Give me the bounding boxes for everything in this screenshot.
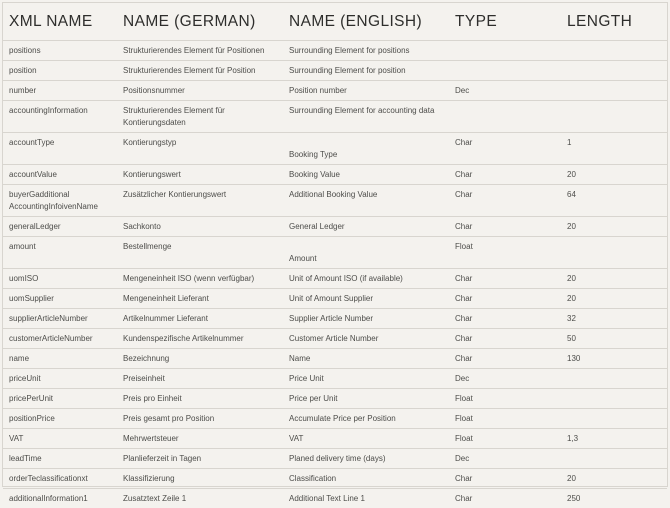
cell-name-english: Supplier Article Number xyxy=(281,309,447,329)
cell-type: Char xyxy=(447,217,559,237)
cell-name-english: Name xyxy=(281,349,447,369)
cell-length: 20 xyxy=(559,165,667,185)
cell-name-english: Position number xyxy=(281,81,447,101)
cell-xml-name: accountType xyxy=(3,133,115,165)
cell-name-german: Mengeneinheit ISO (wenn verfügbar) xyxy=(115,269,281,289)
table-row xyxy=(3,61,667,81)
table-row xyxy=(3,41,667,61)
cell-name-german: Mengeneinheit Lieferant xyxy=(115,289,281,309)
cell-length: 20 xyxy=(559,289,667,309)
cell-type: Char xyxy=(447,349,559,369)
cell-type xyxy=(447,61,559,81)
cell-name-german: Planlieferzeit in Tagen xyxy=(115,449,281,469)
table-row xyxy=(3,101,667,133)
cell-name-german: Bestellmenge xyxy=(115,237,281,269)
cell-name-german: Strukturierendes Element für Position xyxy=(115,61,281,81)
cell-xml-name-line-2: AccountingInfoivenName xyxy=(9,201,115,213)
cell-name-english: Additional Booking Value xyxy=(281,185,447,217)
cell-xml-name: orderTeclassificationxt xyxy=(3,469,115,489)
header-name-english: NAME (ENGLISH) xyxy=(281,3,447,41)
table-row xyxy=(3,429,667,449)
cell-name-german xyxy=(115,101,281,133)
cell-length: 32 xyxy=(559,309,667,329)
cell-name-german: Artikelnummer Lieferant xyxy=(115,309,281,329)
cell-name-english: Unit of Amount ISO (if available) xyxy=(281,269,447,289)
cell-length xyxy=(559,81,667,101)
cell-xml-name: customerArticleNumber xyxy=(3,329,115,349)
cell-xml-name: accountValue xyxy=(3,165,115,185)
cell-xml-name: additionalInformation1 xyxy=(3,489,115,508)
cell-name-english: Accumulate Price per Position xyxy=(281,409,447,429)
cell-type: Char xyxy=(447,269,559,289)
cell-type: Float xyxy=(447,237,559,269)
table-row xyxy=(3,81,667,101)
cell-length xyxy=(559,237,667,269)
cell-length: 1,3 xyxy=(559,429,667,449)
cell-xml-name-line-1: buyerGadditional xyxy=(9,189,115,201)
cell-xml-name: pricePerUnit xyxy=(3,389,115,409)
cell-type: Float xyxy=(447,389,559,409)
table-row xyxy=(3,389,667,409)
cell-type: Char xyxy=(447,133,559,165)
cell-name-german: Positionsnummer xyxy=(115,81,281,101)
cell-type: Dec xyxy=(447,81,559,101)
cell-length xyxy=(559,41,667,61)
cell-name-english: Customer Article Number xyxy=(281,329,447,349)
cell-name-german: Mehrwertsteuer xyxy=(115,429,281,449)
table-row xyxy=(3,349,667,369)
cell-type: Char xyxy=(447,489,559,508)
cell-name-english: VAT xyxy=(281,429,447,449)
table-row xyxy=(3,449,667,469)
cell-length: 64 xyxy=(559,185,667,217)
cell-type: Char xyxy=(447,289,559,309)
cell-length: 50 xyxy=(559,329,667,349)
cell-type: Dec xyxy=(447,449,559,469)
cell-length xyxy=(559,369,667,389)
cell-name-english-text: Amount xyxy=(289,253,447,265)
table-row xyxy=(3,269,667,289)
cell-type: Char xyxy=(447,469,559,489)
field-definition-table xyxy=(3,3,667,508)
cell-xml-name: priceUnit xyxy=(3,369,115,389)
cell-xml-name: uomSupplier xyxy=(3,289,115,309)
cell-length xyxy=(559,409,667,429)
table-row xyxy=(3,185,667,217)
cell-xml-name: positions xyxy=(3,41,115,61)
cell-xml-name: uomISO xyxy=(3,269,115,289)
cell-xml-name: amount xyxy=(3,237,115,269)
cell-name-english: Classification xyxy=(281,469,447,489)
cell-name-german: Zusatztext Zeile 1 xyxy=(115,489,281,508)
header-name-german: NAME (GERMAN) xyxy=(115,3,281,41)
cell-name-german: Zusätzlicher Kontierungswert xyxy=(115,185,281,217)
cell-name-german-line-1: Strukturierendes Element für xyxy=(123,105,281,117)
cell-xml-name: VAT xyxy=(3,429,115,449)
table-row xyxy=(3,329,667,349)
table-row xyxy=(3,217,667,237)
cell-name-english: General Ledger xyxy=(281,217,447,237)
cell-name-german: Strukturierendes Element für Positionen xyxy=(115,41,281,61)
cell-name-german: Kontierungswert xyxy=(115,165,281,185)
cell-type: Dec xyxy=(447,369,559,389)
cell-length xyxy=(559,61,667,81)
table-row xyxy=(3,237,667,269)
cell-name-english: Additional Text Line 1 xyxy=(281,489,447,508)
cell-name-german: Klassifizierung xyxy=(115,469,281,489)
cell-length: 250 xyxy=(559,489,667,508)
table-row xyxy=(3,309,667,329)
cell-length: 20 xyxy=(559,269,667,289)
cell-xml-name: accountingInformation xyxy=(3,101,115,133)
cell-name-english: Price Unit xyxy=(281,369,447,389)
cell-xml-name: supplierArticleNumber xyxy=(3,309,115,329)
table-row xyxy=(3,165,667,185)
cell-xml-name: generalLedger xyxy=(3,217,115,237)
cell-name-english: Planed delivery time (days) xyxy=(281,449,447,469)
cell-name-english-text: Booking Type xyxy=(289,149,447,161)
cell-length xyxy=(559,389,667,409)
cell-name-english: Unit of Amount Supplier xyxy=(281,289,447,309)
header-row xyxy=(3,3,667,41)
cell-xml-name: number xyxy=(3,81,115,101)
cell-xml-name: name xyxy=(3,349,115,369)
cell-name-german: Preiseinheit xyxy=(115,369,281,389)
cell-name-english: Surrounding Element for positions xyxy=(281,41,447,61)
cell-length: 20 xyxy=(559,469,667,489)
cell-name-german: Preis gesamt pro Position xyxy=(115,409,281,429)
cell-xml-name: leadTime xyxy=(3,449,115,469)
cell-length: 1 xyxy=(559,133,667,165)
cell-name-german-line-2: Kontierungsdaten xyxy=(123,117,281,129)
cell-name-english: Surrounding Element for accounting data xyxy=(281,101,447,133)
cell-name-english xyxy=(281,237,447,269)
cell-type: Float xyxy=(447,409,559,429)
header-xml-name: XML NAME xyxy=(3,3,115,41)
cell-type: Char xyxy=(447,329,559,349)
table-row xyxy=(3,369,667,389)
cell-name-german: Kundenspezifische Artikelnummer xyxy=(115,329,281,349)
cell-name-english xyxy=(281,133,447,165)
cell-length xyxy=(559,449,667,469)
table-row xyxy=(3,289,667,309)
cell-length: 20 xyxy=(559,217,667,237)
cell-type: Char xyxy=(447,185,559,217)
header-type: TYPE xyxy=(447,3,559,41)
table-row xyxy=(3,133,667,165)
table-row xyxy=(3,469,667,489)
cell-name-german: Preis pro Einheit xyxy=(115,389,281,409)
cell-xml-name xyxy=(3,185,115,217)
cell-type: Char xyxy=(447,309,559,329)
cell-type xyxy=(447,41,559,61)
cell-length xyxy=(559,101,667,133)
cell-name-english: Surrounding Element for position xyxy=(281,61,447,81)
cell-type: Float xyxy=(447,429,559,449)
cell-type: Char xyxy=(447,165,559,185)
header-length: LENGTH xyxy=(559,3,667,41)
table-row xyxy=(3,409,667,429)
cell-name-english: Booking Value xyxy=(281,165,447,185)
cell-length: 130 xyxy=(559,349,667,369)
cell-name-german: Kontierungstyp xyxy=(115,133,281,165)
field-table-container xyxy=(2,2,668,487)
cell-name-english: Price per Unit xyxy=(281,389,447,409)
cell-name-german: Sachkonto xyxy=(115,217,281,237)
cell-name-german: Bezeichnung xyxy=(115,349,281,369)
table-row xyxy=(3,489,667,508)
cell-xml-name: position xyxy=(3,61,115,81)
cell-type xyxy=(447,101,559,133)
cell-xml-name: positionPrice xyxy=(3,409,115,429)
